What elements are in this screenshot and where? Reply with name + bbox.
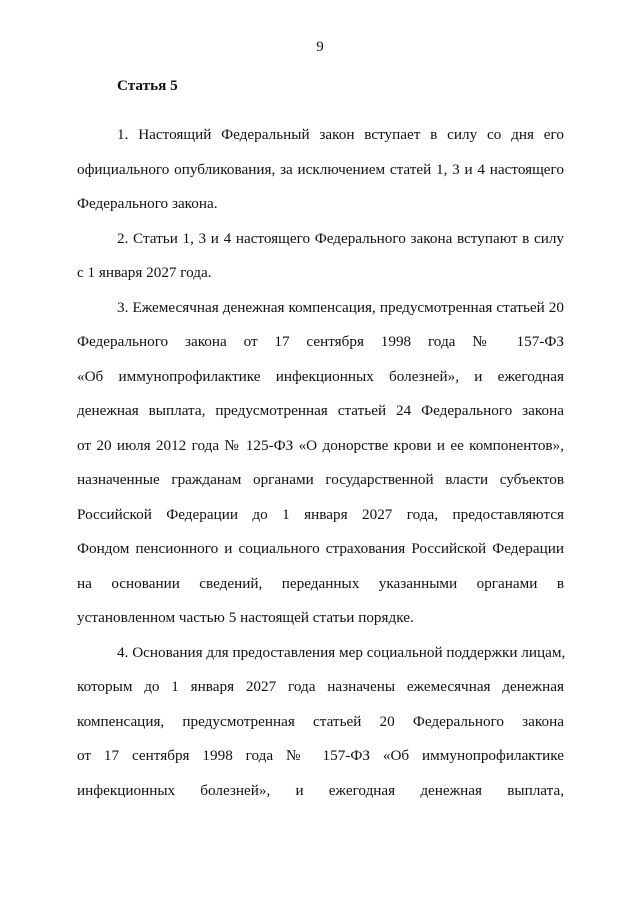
heading-spacer (77, 96, 564, 125)
paragraph-line: Федерального закона от 17 сентября 1998 года № 157-ФЗ (77, 333, 564, 350)
paragraph-line: Федерального закона. (77, 195, 218, 212)
paragraph-4 (77, 643, 564, 816)
paragraph-line: денежная выплата, предусмотренная статьей 24 Федерального закона (77, 402, 564, 419)
paragraph-line: назначенные гражданам органами государственной власти субъектов (77, 471, 564, 488)
paragraph-line: установленном частью 5 настоящей статьи порядке. (77, 609, 414, 626)
article-heading: Статья 5 (117, 77, 178, 94)
paragraph-line: 1. Настоящий Федеральный закон вступает в силу со дня его (117, 126, 564, 143)
paragraph-line: 2. Статьи 1, 3 и 4 настоящего Федерального закона вступают в силу (117, 229, 564, 247)
paragraph-line: от 17 сентября 1998 года № 157-ФЗ «Об иммунопрофилактике (77, 747, 564, 764)
paragraph-line: «Об иммунопрофилактике инфекционных болезней», и ежегодная (77, 367, 564, 385)
paragraph-line: официального опубликования, за исключением статей 1, 3 и 4 настоящего (77, 160, 564, 178)
paragraph-line: от 20 июля 2012 года № 125-ФЗ «О донорстве крови и ее компонентов», (77, 436, 564, 454)
paragraph-2 (77, 229, 564, 298)
paragraph-line: которым до 1 января 2027 года назначены ежемесячная денежная (77, 678, 564, 695)
paragraph-line: 4. Основания для предоставления мер социальной поддержки лицам, (117, 643, 566, 661)
paragraph-line: инфекционных болезней», и ежегодная денежная выплата, (77, 781, 564, 799)
paragraph-line: Фондом пенсионного и социального страхования Российской Федерации (77, 540, 564, 557)
paragraph-line: на основании сведений, переданных указанными органами в (77, 574, 564, 592)
paragraph-line: Российской Федерации до 1 января 2027 года, предоставляются (77, 505, 564, 523)
page-number: 9 (316, 39, 324, 55)
paragraph-line: с 1 января 2027 года. (77, 264, 212, 281)
paragraph-line: компенсация, предусмотренная статьей 20 Федерального закона (77, 712, 564, 730)
paragraph-line: 3. Ежемесячная денежная компенсация, предусмотренная статьей 20 (117, 298, 564, 316)
article-body (77, 76, 564, 815)
paragraph-3 (77, 298, 564, 643)
paragraph-1 (77, 125, 564, 229)
